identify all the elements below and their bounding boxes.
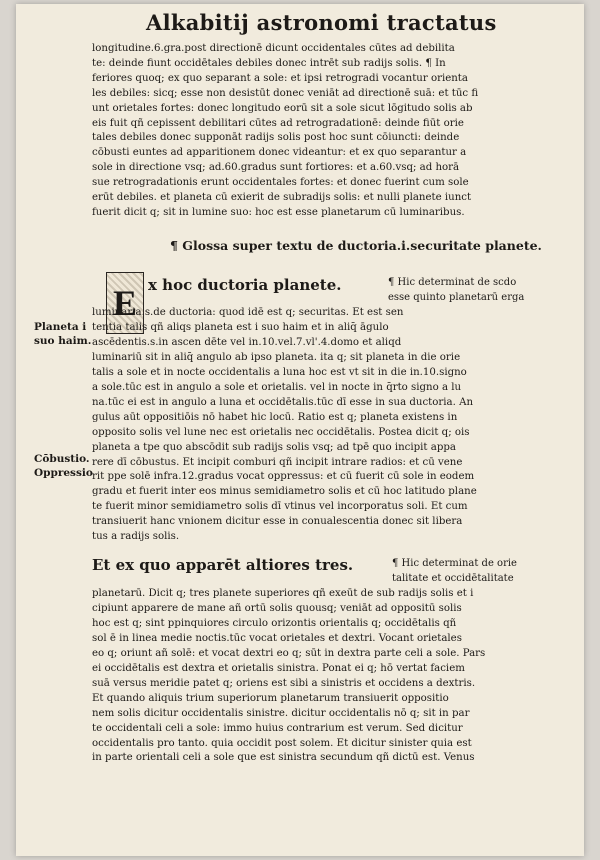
text-line: feriores quoq; ex quo separant a sole: et ipsi retrogradi vocantur orienta bbox=[92, 72, 468, 84]
gloss-heading: ¶ Glossa super textu de ductoria.i.securitate planete. bbox=[170, 238, 542, 253]
initial-letter: E bbox=[112, 283, 137, 323]
text-line: hoc est q; sint ppinquiores circulo orizontis orientalis q; occidētalis qñ bbox=[92, 617, 457, 629]
text-line: gradu et fuerit inter eos minus semidiametro solis et cū hoc latitudo plane bbox=[92, 486, 477, 498]
text-line: tentia talis qñ aliqs planeta est i suo haim et in aliq̄ āgulo bbox=[92, 321, 389, 333]
margin-note bbox=[34, 320, 96, 348]
commentary-lead bbox=[388, 276, 544, 305]
text-line: erūt debiles. et planeta cū exierit de subradijs solis: et nulli planete iunct bbox=[92, 192, 472, 204]
text-line: fuerit dicit q; sit in lumine suo: hoc est esse planetarum cū luminaribus. bbox=[92, 206, 465, 218]
text-line: sol ē in linea medie noctis.tūc vocat orietales et dextri. Vocant orietales bbox=[92, 632, 462, 644]
main-text-block bbox=[92, 42, 544, 221]
text-line: suā versus meridie patet q; oriens est sibi a sinistris et occidens a dextris. bbox=[92, 677, 476, 689]
text-line: tales debiles donec supponāt radijs solis post hoc sunt cōiuncti: deinde bbox=[92, 132, 460, 144]
text-line: luminaria.s.de ductoria: quod idē est q; securitas. Et est sen bbox=[92, 307, 404, 318]
lemma-heading: Et ex quo apparēt altiores tres. bbox=[92, 556, 354, 574]
text-line: les debiles: sicq; esse non desistūt donec veniāt ad directionē suā: et tūc fi bbox=[92, 87, 479, 99]
text-line: occidentalis pro tanto. quia occidit post solem. Et dicitur sinister quia est bbox=[92, 737, 472, 749]
text-line: te: deinde fiunt occidētales debiles donec intrēt sub radijs solis. ¶ In bbox=[92, 57, 446, 69]
text-line: rit ppe solē infra.12.gradus vocat oppressus: et cū fuerit cū sole in eodem bbox=[92, 471, 475, 483]
text-line: ascēdentis.s.in ascen dēte vel in.10.vel.7.vl'.4.domo et aliqd bbox=[92, 336, 402, 348]
commentary-block bbox=[92, 306, 544, 545]
text-line: sole in directione vsq; ad.60.gradus sunt fortiores: et a.60.vsq; ad horā bbox=[92, 162, 460, 174]
text-line: sue retrogradationis erunt occidentales fortes: et donec fuerint cum sole bbox=[92, 177, 469, 189]
text-line: unt orietales fortes: donec longitudo eorū sit a sole sicut lōgitudo solis ab bbox=[92, 102, 473, 114]
lemma-heading: x hoc ductoria planete. bbox=[148, 276, 342, 294]
text-line: cōbusti euntes ad apparitionem donec videantur: et ex quo separantur a bbox=[92, 147, 467, 159]
text-line: talitate et occidētalitate bbox=[392, 572, 514, 584]
margin-note-line: Planeta i bbox=[34, 321, 87, 333]
text-line: te fuerit minor semidiametro solis dī vtinus vel incorporatus soli. Et cum bbox=[92, 501, 468, 513]
margin-note bbox=[34, 452, 96, 480]
text-line: eo q; oriunt añ solē: et vocat dextri eo q; sūt in dextra parte celi a sole. Pars bbox=[92, 647, 486, 659]
text-line: na.tūc ei est in angulo a luna et occidētalis.tūc dī esse in sua ductoria. An bbox=[92, 396, 474, 408]
commentary-block bbox=[92, 587, 544, 766]
text-line: esse quinto planetarū erga bbox=[388, 291, 525, 303]
text-line: planeta a tpe quo abscōdit sub radijs solis vsq; ad tpē quo incipit appa bbox=[92, 441, 456, 453]
text-line: tus a radijs solis. bbox=[92, 531, 180, 543]
book-page bbox=[16, 4, 584, 856]
text-line: in parte orientali celi a sole que est sinistra secundum qñ dictū est. Venus bbox=[92, 752, 475, 764]
margin-note-line: suo haim. bbox=[34, 335, 92, 347]
text-line: luminariū sit in aliq̄ angulo ab ipso planeta. ita q; sit planeta in die orie bbox=[92, 351, 461, 363]
text-line: eis fuit qñ cepissent debilitari cūtes ad retrogradationē: deinde fiūt orie bbox=[92, 117, 464, 129]
text-line: gulus aūt oppositiōis nō habet hic locū. Ratio est q; planeta existens in bbox=[92, 411, 458, 423]
text-line: te occidentali celi a sole: immo huius contrarium est verum. Sed dicitur bbox=[92, 722, 463, 734]
text-line: longitudine.6.gra.post directionē dicunt occidentales cūtes ad debilita bbox=[92, 43, 455, 54]
text-line: talis a sole et in nocte occidentalis a luna hoc est vt sit in die in.10.signo bbox=[92, 366, 467, 378]
text-line: rere dī cōbustus. Et incipit comburi qñ incipit intrare radios: et cū vene bbox=[92, 456, 463, 468]
running-header: Alkabitij astronomi tractatus bbox=[146, 10, 497, 35]
text-line: ei occidētalis est dextra et orietalis sinistra. Ponat ei q; hō vertat faciem bbox=[92, 662, 465, 674]
text-line: Et quando aliquis trium superiorum planetarum transiuerit oppositio bbox=[92, 692, 449, 704]
margin-note-line: Oppressio bbox=[34, 467, 93, 479]
text-line: cipiunt apparere de mane añ ortū solis quousq; veniāt ad oppositū solis bbox=[92, 602, 462, 614]
text-line: transiuerit hanc vnionem dicitur esse in conualescentia donec sit libera bbox=[92, 516, 463, 528]
commentary-lead bbox=[392, 557, 544, 586]
text-line: planetarū. Dicit q; tres planete superiores qñ exeūt de sub radijs solis et i bbox=[92, 588, 474, 599]
text-line: opposito solis vel lune nec est orietalis nec occidētalis. Postea dicit q; ois bbox=[92, 426, 470, 438]
text-line: ¶ Hic determinat de scdo bbox=[388, 277, 517, 288]
text-line: ¶ Hic determinat de orie bbox=[392, 558, 517, 569]
text-line: a sole.tūc est in angulo a sole et orietalis. vel in nocte in q̄rto signo a lu bbox=[92, 381, 462, 393]
margin-note-line: Cōbustio. bbox=[34, 453, 90, 465]
text-line: nem solis dicitur occidentalis sinistre. dicitur occidentalis nō q; sit in par bbox=[92, 707, 470, 719]
